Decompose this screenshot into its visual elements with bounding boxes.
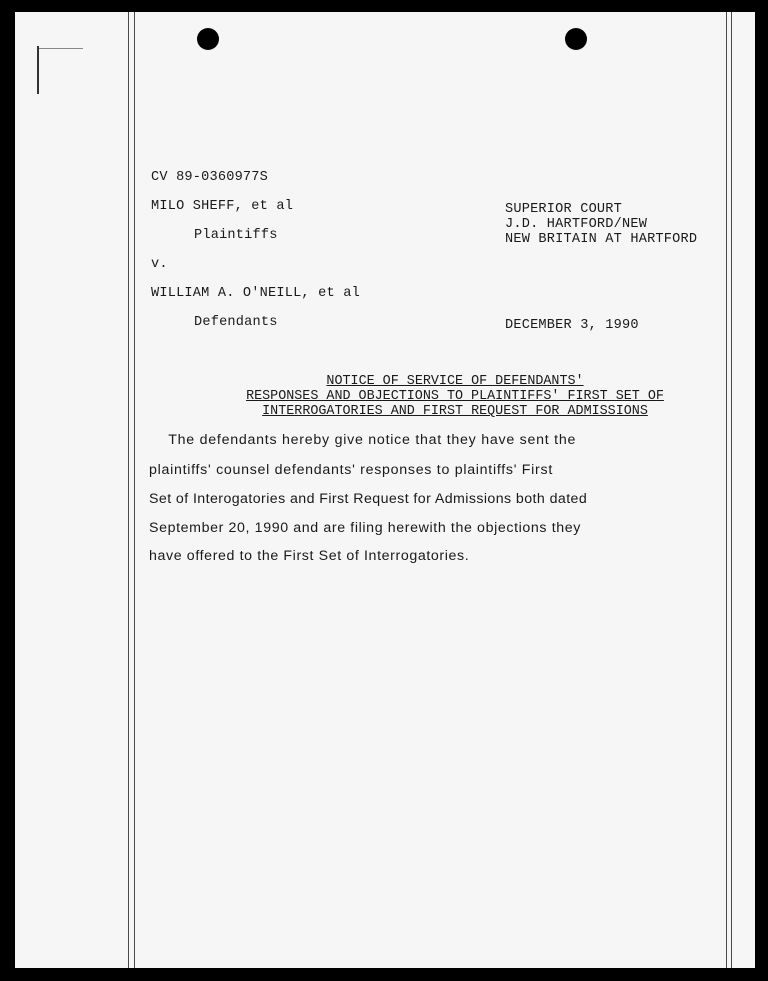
case-number: CV 89-0360977S [151,170,269,185]
body-line-1: The defendants hereby give notice that they have sent the [145,432,577,448]
versus: v. [151,257,168,272]
body-line-3: Set of Interogatories and First Request for Admissions both dated [149,491,588,507]
plaintiff-role: Plaintiffs [194,228,278,243]
right-margin-rule-outer [731,12,732,968]
left-margin-rule-outer [128,12,129,968]
plaintiff-name: MILO SHEFF, et al [151,199,294,214]
court-district: J.D. HARTFORD/NEW [505,217,648,232]
document-date: DECEMBER 3, 1990 [505,318,639,333]
body-line-4: September 20, 1990 and are filing herewith the objections they [149,520,582,536]
document-title-line-3: INTERROGATORIES AND FIRST REQUEST FOR ADMISSIONS [262,404,648,419]
court-name: SUPERIOR COURT [505,202,623,217]
defendant-name: WILLIAM A. O'NEILL, et al [151,286,360,301]
document-title-line-2: RESPONSES AND OBJECTIONS TO PLAINTIFFS' FIRST SET OF [246,389,664,404]
punch-hole-left [197,28,219,50]
defendant-role: Defendants [194,315,278,330]
left-margin-rule-inner [134,12,135,968]
body-line-2: plaintiffs' counsel defendants' responses to plaintiffs' First [149,462,553,478]
court-location: NEW BRITAIN AT HARTFORD [505,232,698,247]
right-margin-rule-inner [726,12,727,968]
body-line-5: have offered to the First Set of Interrogatories. [149,548,470,564]
document-page [15,12,755,968]
punch-hole-right [565,28,587,50]
document-title-line-1: NOTICE OF SERVICE OF DEFENDANTS' [326,374,584,389]
